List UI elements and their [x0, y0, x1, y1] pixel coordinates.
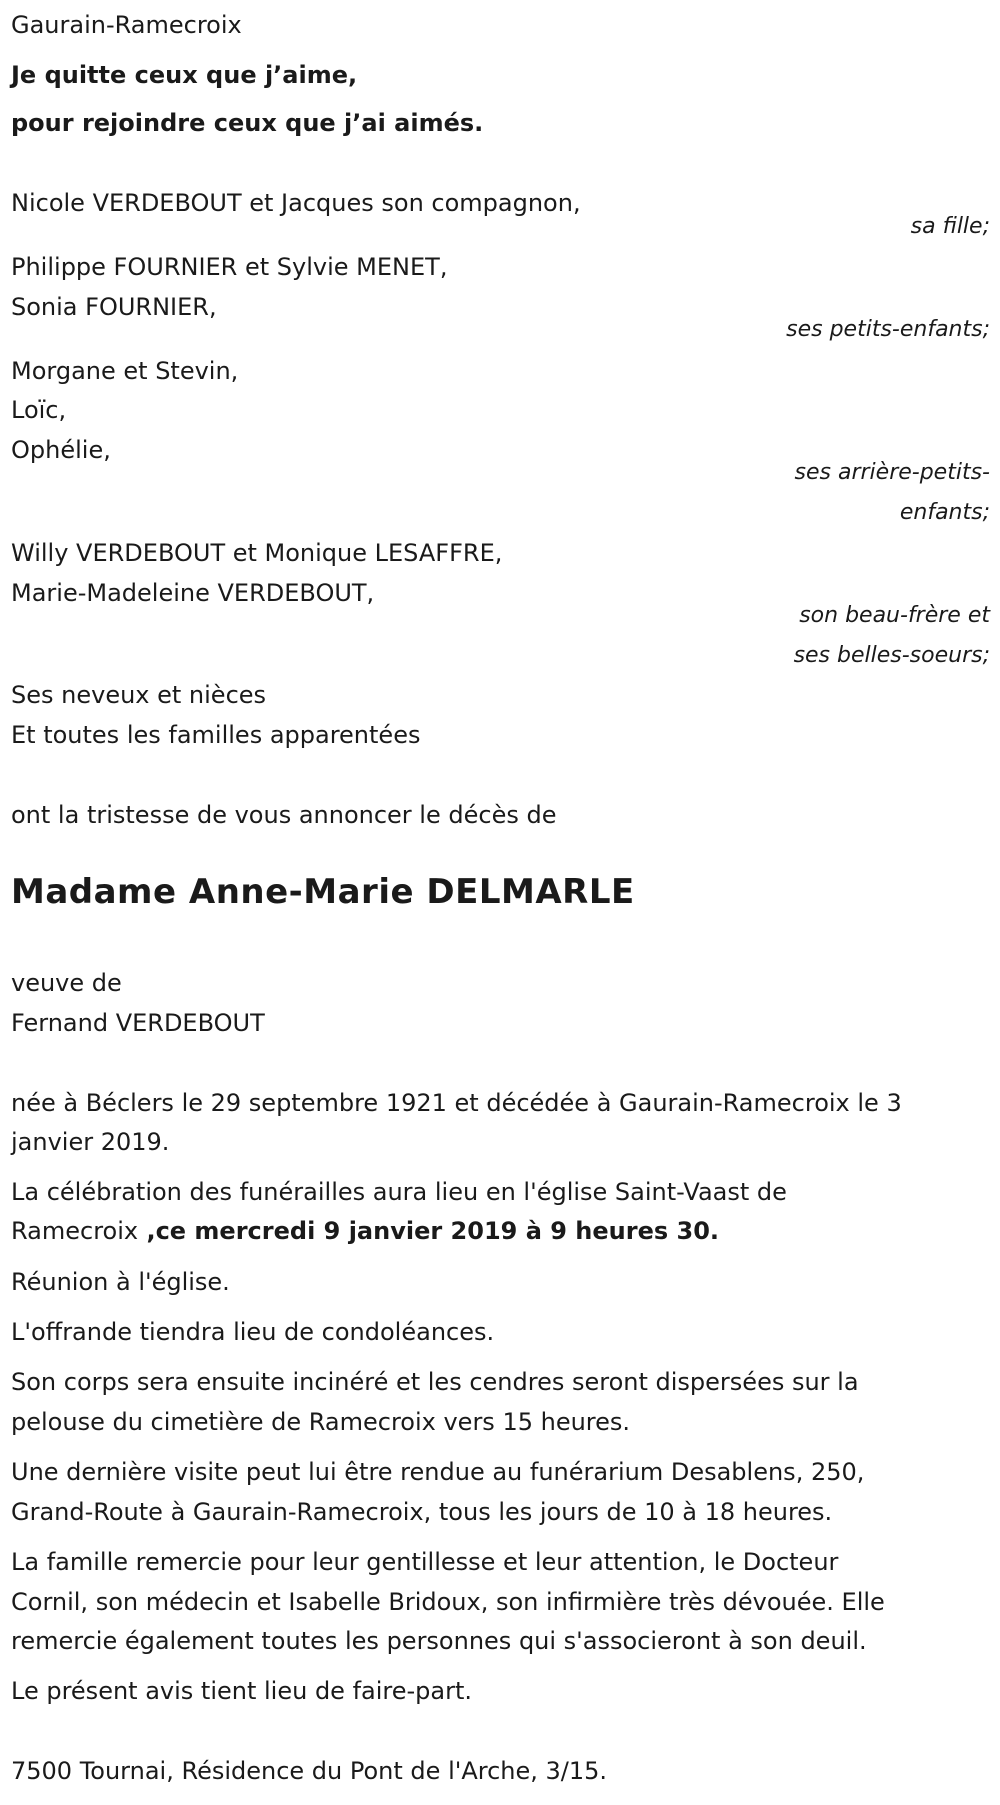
funeral-date: ,ce mercredi 9 janvier 2019 à 9 heures 30. [138, 1217, 720, 1245]
birth-death-text: janvier 2019. [11, 1128, 170, 1156]
visit-text: Une dernière visite peut lui être rendue au funérarium Desablens, 250, [11, 1458, 865, 1486]
address-text: 7500 Tournai, Résidence du Pont de l'Arche, 3/15. [11, 1757, 608, 1785]
thanks-text: La famille remercie pour leur gentillesse et leur attention, le Docteur [11, 1548, 839, 1576]
cremation-text: Son corps sera ensuite incinéré et les cendres seront dispersées sur la [11, 1368, 859, 1396]
funeral-place: Ramecroix [11, 1217, 139, 1245]
funeral-text: La célébration des funérailles aura lieu en l'église Saint-Vaast de [11, 1178, 787, 1206]
quote-line-2: pour rejoindre ceux que j’ai aimés. [11, 109, 484, 137]
location-heading: Gaurain-Ramecroix [11, 11, 242, 39]
family-name: Sonia FOURNIER, [11, 293, 217, 321]
deceased-name: Madame Anne-Marie DELMARLE [11, 872, 635, 912]
meeting-text: Réunion à l'église. [11, 1268, 230, 1296]
birth-death-text: née à Béclers le 29 septembre 1921 et décédée à Gaurain-Ramecroix le 3 [11, 1089, 902, 1117]
relation-label: enfants; [899, 500, 990, 525]
widow-label: veuve de [11, 969, 122, 997]
thanks-text: Cornil, son médecin et Isabelle Bridoux, son infirmière très dévouée. Elle [11, 1588, 885, 1616]
visit-text: Grand-Route à Gaurain-Ramecroix, tous les jours de 10 à 18 heures. [11, 1498, 833, 1526]
relation-label: ses arrière-petits- [794, 460, 990, 485]
family-others: Et toutes les familles apparentées [11, 721, 421, 749]
announcement-text: ont la tristesse de vous annoncer le décès de [11, 801, 557, 829]
family-name: Ophélie, [11, 436, 111, 464]
funeral-text [11, 1214, 719, 1248]
cremation-text: pelouse du cimetière de Ramecroix vers 15 heures. [11, 1408, 631, 1436]
family-name: Marie-Madeleine VERDEBOUT, [11, 579, 375, 607]
relation-label: son beau-frère et [799, 603, 990, 628]
family-others: Ses neveux et nièces [11, 681, 267, 709]
family-name: Morgane et Stevin, [11, 357, 239, 385]
notice-text: Le présent avis tient lieu de faire-part. [11, 1677, 473, 1705]
quote-line-1: Je quitte ceux que j’aime, [11, 61, 358, 89]
thanks-text: remercie également toutes les personnes qui s'associeront à son deuil. [11, 1627, 867, 1655]
spouse-name: Fernand VERDEBOUT [11, 1009, 265, 1037]
relation-label: ses petits-enfants; [786, 317, 990, 342]
family-name: Nicole VERDEBOUT et Jacques son compagnon, [11, 189, 581, 217]
family-name: Philippe FOURNIER et Sylvie MENET, [11, 253, 448, 281]
relation-label: ses belles-soeurs; [793, 643, 990, 668]
relation-label: sa fille; [910, 214, 990, 239]
family-name: Loïc, [11, 396, 67, 424]
offering-text: L'offrande tiendra lieu de condoléances. [11, 1318, 495, 1346]
family-name: Willy VERDEBOUT et Monique LESAFFRE, [11, 539, 503, 567]
